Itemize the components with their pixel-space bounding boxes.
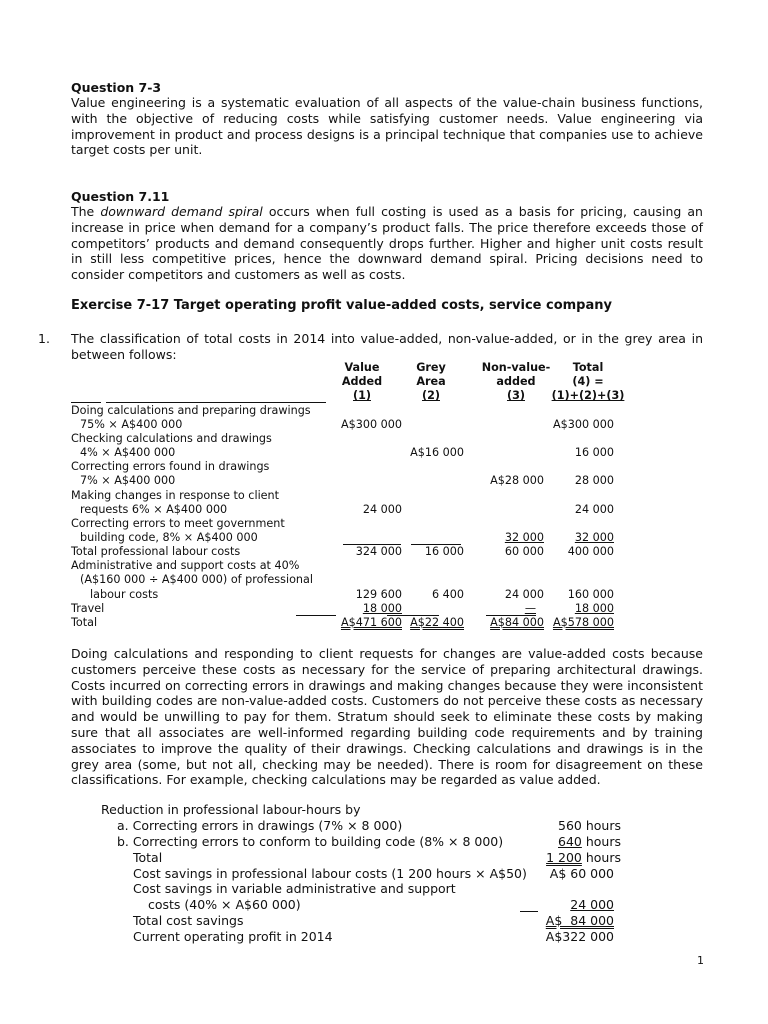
savings-line-a: a. Correcting errors in drawings (7% × 8 000) <box>117 818 403 833</box>
savings-total-hours-value: 1 200 hours <box>546 850 621 865</box>
cell-non-value-added: A$28 000 <box>490 474 544 487</box>
savings-value-b: 640 hours <box>558 834 621 849</box>
row-label-line: Making changes in response to client <box>71 489 280 502</box>
row-label-line: Total <box>71 616 98 629</box>
cell-non-value-added: — <box>524 602 536 615</box>
cell-non-value-added: A$84 000 <box>490 616 544 629</box>
cell-grey-area: 16 000 <box>424 545 464 558</box>
cell-value-added: A$300 000 <box>340 418 402 431</box>
operating-profit-label: Current operating profit in 2014 <box>133 929 333 944</box>
cell-value-added: A$471 600 <box>340 616 402 629</box>
cell-total: 400 000 <box>567 545 614 558</box>
row-label-line: Doing calculations and preparing drawings <box>71 404 311 417</box>
row-label-line: labour costs <box>90 588 159 601</box>
row-label-line: building code, 8% × A$400 000 <box>80 531 258 544</box>
answer-text-rest: occurs when full costing is used as a basis for pricing, causing an increase in price when demand for a company’s product falls. The price therefore exceeds those of competitors’ products and demand consequently drops further. Higher and higher unit costs result in still less competitive prices, hence the downward demand spiral. Pricing decisions need to consider competitors and customers as well as costs. <box>71 204 703 283</box>
header-rule-left <box>71 402 101 403</box>
cell-total: 24 000 <box>574 503 614 516</box>
labour-savings-label: Cost savings in professional labour costs (1 200 hours × A$50) <box>133 866 527 881</box>
header-rule-description <box>106 402 326 403</box>
cell-non-value-added: 32 000 <box>504 531 544 544</box>
row-label-line: Correcting errors to meet government <box>71 517 285 530</box>
exercise-intro: The classification of total costs in 2014 into value-added, non-value-added, or in the grey area in between follows: <box>71 331 703 362</box>
cell-grey-area: 6 400 <box>431 588 464 601</box>
cell-non-value-added: 60 000 <box>504 545 544 558</box>
exercise-7-17-heading: Exercise 7-17 Target operating profit value-added costs, service company <box>71 298 612 313</box>
row-label-line: Travel <box>71 602 105 615</box>
total-cost-savings-value: A$ 84 000 <box>545 913 614 928</box>
operating-profit-value: A$322 000 <box>545 929 614 944</box>
admin-savings-label-cont: costs (40% × A$60 000) <box>148 897 301 912</box>
admin-savings-rule-lead <box>520 911 538 912</box>
cell-value-added: 18 000 <box>362 602 402 615</box>
row-label-line: Total professional labour costs <box>71 545 241 558</box>
item-number: 1. <box>38 331 50 346</box>
cell-total: A$300 000 <box>552 418 614 431</box>
row-label-line: Correcting errors found in drawings <box>71 460 270 473</box>
column-header-value-added: Value Added (1) <box>341 361 383 402</box>
savings-total-hours-label: Total <box>133 850 163 865</box>
cell-value-added: 129 600 <box>355 588 402 601</box>
cell-total: 160 000 <box>567 588 614 601</box>
column-header-grey-area: Grey Area (2) <box>416 361 446 402</box>
cell-total: 16 000 <box>574 446 614 459</box>
row-label-line: 75% × A$400 000 <box>80 418 183 431</box>
row-label-line: 7% × A$400 000 <box>80 474 176 487</box>
savings-value-a: 560 hours <box>558 818 621 833</box>
downward-demand-spiral-term: downward demand spiral <box>100 204 263 219</box>
column-header-non-value-added: Non-value- added (3) <box>481 361 551 402</box>
savings-line-b: b. Correcting errors to conform to building code (8% × 8 000) <box>117 834 504 849</box>
cell-total: A$578 000 <box>552 616 614 629</box>
labour-savings-value: A$ 60 000 <box>549 866 614 881</box>
question-7-11-answer <box>71 204 703 283</box>
savings-title: Reduction in professional labour-hours by <box>101 802 361 817</box>
row-label-line: 4% × A$400 000 <box>80 446 176 459</box>
admin-savings-value: 24 000 <box>570 897 614 912</box>
cell-value-added: 324 000 <box>355 545 402 558</box>
question-7-3-heading: Question 7-3 <box>71 80 162 95</box>
question-7-3-answer: Value engineering is a systematic evaluation of all aspects of the value-chain business functions, with the objective of reducing costs while satisfying customer needs. Value engineering via improvement in product and process designs is a principal technique that companies use to achieve target costs per unit. <box>71 95 703 158</box>
question-7-11-heading: Question 7.11 <box>71 189 170 204</box>
row-label-line: Checking calculations and drawings <box>71 432 272 445</box>
cell-grey-area: A$22 400 <box>410 616 464 629</box>
cell-grey-area: A$16 000 <box>410 446 464 459</box>
row-label-line: (A$160 000 ÷ A$400 000) of professional <box>80 573 313 586</box>
travel-rule-col1-lead <box>296 615 336 616</box>
cell-total: 18 000 <box>574 602 614 615</box>
row-label-line: requests 6% × A$400 000 <box>80 503 228 516</box>
total-cost-savings-label: Total cost savings <box>133 913 244 928</box>
page-number: 1 <box>697 954 704 967</box>
cell-total: 32 000 <box>574 531 614 544</box>
row-label-line: Administrative and support costs at 40% <box>71 559 300 572</box>
answer-text-start: The <box>71 204 101 219</box>
column-header-total: Total (4) = (1)+(2)+(3) <box>551 361 625 402</box>
admin-savings-label: Cost savings in variable administrative and support <box>133 881 456 896</box>
cell-total: 28 000 <box>574 474 614 487</box>
cell-value-added: 24 000 <box>362 503 402 516</box>
discussion-paragraph: Doing calculations and responding to client requests for changes are value-added costs because customers perceive these costs as necessary for the service of preparing architectural drawings. Costs incurred on correcting errors in drawings and making changes because they were inconsistent with building codes are non-value-added costs. Customers do not perceive these costs as necessary and would be unwilling to pay for them. Stratum should seek to eliminate these costs by making sure that all associates are well-informed regarding building code requirements and by training associates to improve the quality of their drawings. Checking calculations and drawings is in the grey area (some, but not all, checking may be needed). There is room for disagreement on these classifications. For example, checking calculations may be regarded as value added. <box>71 646 703 788</box>
cell-non-value-added: 24 000 <box>504 588 544 601</box>
